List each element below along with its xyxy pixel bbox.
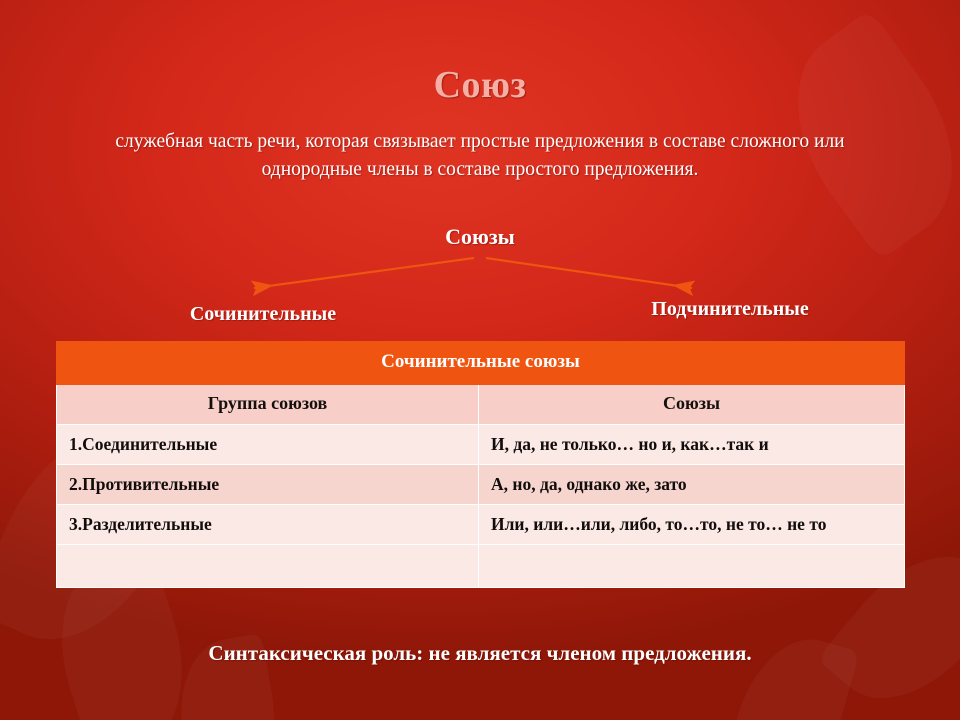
leaf-decoration-icon [720, 624, 860, 720]
diagram-branch-subordinating: Подчинительные [651, 298, 809, 320]
diagram-root-label: Союзы [445, 224, 515, 249]
table-header-row [57, 385, 905, 425]
cell-conjunction-list: Или, или…или, либо, то…то, не то… не то [479, 505, 905, 545]
slide-title: Союз [433, 64, 527, 106]
table-row [57, 465, 905, 505]
cell-group-name: 2.Противительные [57, 465, 479, 505]
diagram-branch-coordinating: Сочинительные [189, 303, 337, 325]
slide-definition-text: служебная часть речи, которая связывает простые предложения в составе сложного или однородные члены в составе простого предложения. [115, 131, 845, 180]
cell-group-name: 1.Соединительные [57, 425, 479, 465]
table-caption-row [57, 342, 905, 385]
column-header-conjunctions: Союзы [479, 385, 905, 425]
cell-conjunction-list: А, но, да, однако же, зато [479, 465, 905, 505]
cell-group-name: 3.Разделительные [57, 505, 479, 545]
table-filler-cell [57, 545, 479, 588]
table-filler-row [57, 545, 905, 588]
cell-conjunction-list: И, да, не только… но и, как…так и [479, 425, 905, 465]
table-row [57, 425, 905, 465]
conjunctions-table [56, 341, 905, 588]
slide-footer-note: Синтаксическая роль: не является членом предложения. [208, 641, 752, 665]
arrow-to-coordinating [254, 258, 474, 288]
arrow-to-subordinating [486, 258, 692, 288]
column-header-group: Группа союзов [57, 385, 479, 425]
table-filler-cell [479, 545, 905, 588]
table-caption-cell: Сочинительные союзы [57, 342, 905, 385]
conjunctions-table-container [56, 341, 904, 588]
table-row [57, 505, 905, 545]
